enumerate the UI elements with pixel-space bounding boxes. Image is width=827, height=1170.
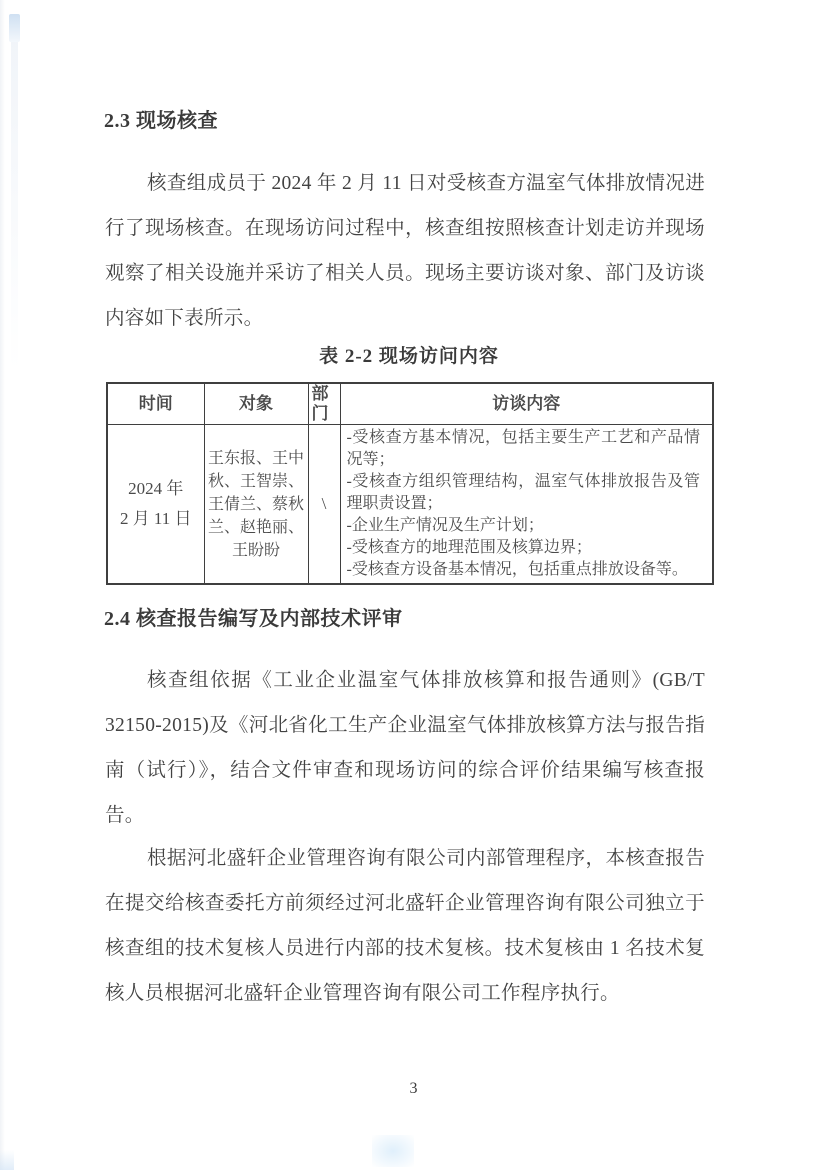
table-header-content: 访谈内容 (340, 383, 713, 425)
interview-topic: -受核查方基本情况，包括主要生产工艺和产品情况等； (346, 429, 700, 468)
table-header-time: 时间 (107, 383, 204, 425)
section-2-3-paragraph: 核查组成员于 2024 年 2 月 11 日对受核查方温室气体排放情况进行了现场核查。在现场访问过程中，核查组按照核查计划走访并现场观察了相关设施并采访了相关人员。现场主要访谈对象、部门及访谈内容如下表所示。 (105, 173, 705, 329)
cell-interviewees: 王东报、王中秋、王智崇、王倩兰、蔡秋兰、赵艳丽、王盼盼 (204, 425, 308, 585)
table-header-row (107, 383, 713, 425)
cell-interview-content (340, 425, 713, 585)
table-row (107, 425, 713, 585)
table-header-department: 部门 (308, 383, 340, 425)
interview-topic: -企业生产情况及生产计划； (346, 517, 544, 534)
section-2-3-heading: 2.3 现场核查 (104, 110, 218, 132)
scan-artifact-streak (9, 14, 20, 42)
interview-topic: -受核查方组织管理结构，温室气体排放报告及管理职责设置； (346, 473, 700, 512)
table-header-object: 对象 (204, 383, 308, 425)
table-2-2-title: 表 2-2 现场访问内容 (319, 346, 499, 367)
site-visit-table (106, 382, 714, 585)
section-2-4-heading: 2.4 核查报告编写及内部技术评审 (104, 608, 403, 630)
page-number: 3 (409, 1080, 418, 1097)
scan-edge-shadow (0, 0, 5, 1170)
interview-topic: -受核查方的地理范围及核算边界； (346, 539, 592, 556)
cell-department: \ (308, 425, 340, 585)
scan-artifact-corner (0, 1150, 14, 1170)
interview-topic: -受核查方设备基本情况，包括重点排放设备等。 (346, 561, 688, 578)
scan-artifact-streak-tail (11, 42, 18, 372)
cell-time (107, 425, 204, 585)
scan-artifact-smudge (372, 1135, 414, 1167)
section-2-4-paragraph-1: 核查组依据《工业企业温室气体排放核算和报告通则》(GB/T 32150-2015)及《河北省化工生产企业温室气体排放核算方法与报告指南（试行）》，结合文件审查和现场访问的综合评价结果编写核查报告。 (105, 670, 705, 826)
date-line-2: 2 月 11 日 (119, 509, 192, 528)
section-2-4-paragraph-2: 根据河北盛轩企业管理咨询有限公司内部管理程序，本核查报告在提交给核查委托方前须经过河北盛轩企业管理咨询有限公司独立于核查组的技术复核人员进行内部的技术复核。技术复核由 1 名技术复核人员根据河北盛轩企业管理咨询有限公司工作程序执行。 (105, 848, 705, 1004)
date-line-1: 2024 年 (128, 479, 184, 498)
